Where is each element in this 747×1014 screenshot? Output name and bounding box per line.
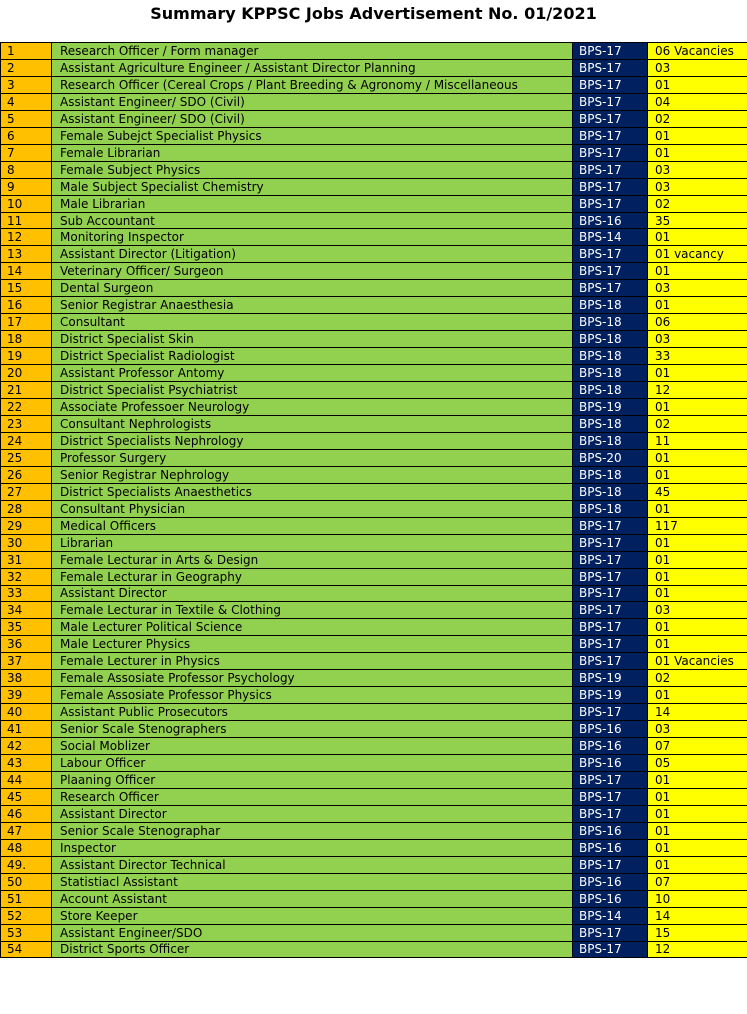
vacancy-count: 01: [648, 127, 747, 144]
vacancy-count: 11: [648, 432, 747, 449]
bps-scale: BPS-17: [573, 517, 648, 534]
row-number: 50: [1, 873, 52, 890]
table-row: [1, 653, 747, 670]
row-number: 8: [1, 161, 52, 178]
job-title: Female Assosiate Professor Psychology: [52, 670, 573, 687]
table-row: [1, 93, 747, 110]
table-row: [1, 619, 747, 636]
row-number: 40: [1, 704, 52, 721]
row-number: 25: [1, 449, 52, 466]
bps-scale: BPS-18: [573, 415, 648, 432]
row-number: 21: [1, 382, 52, 399]
row-number: 28: [1, 500, 52, 517]
vacancy-count: 03: [648, 59, 747, 76]
vacancy-count: 01 Vacancies: [648, 653, 747, 670]
row-number: 20: [1, 365, 52, 382]
job-title: Male Subject Specialist Chemistry: [52, 178, 573, 195]
table-row: [1, 43, 747, 60]
job-title: Female Subject Physics: [52, 161, 573, 178]
bps-scale: BPS-18: [573, 297, 648, 314]
job-title: Senior Registrar Nephrology: [52, 466, 573, 483]
job-title: Inspector: [52, 839, 573, 856]
table-row: [1, 755, 747, 772]
job-title: Consultant: [52, 314, 573, 331]
table-row: [1, 738, 747, 755]
job-title: Assistant Agriculture Engineer / Assistant Director Planning: [52, 59, 573, 76]
row-number: 15: [1, 280, 52, 297]
table-row: [1, 449, 747, 466]
bps-scale: BPS-17: [573, 805, 648, 822]
row-number: 44: [1, 771, 52, 788]
vacancy-count: 03: [648, 178, 747, 195]
vacancy-count: 02: [648, 670, 747, 687]
vacancy-count: 01: [648, 263, 747, 280]
job-title: Female Librarian: [52, 144, 573, 161]
job-title: Medical Officers: [52, 517, 573, 534]
bps-scale: BPS-17: [573, 110, 648, 127]
vacancy-count: 45: [648, 483, 747, 500]
job-title: Statistiacl Assistant: [52, 873, 573, 890]
row-number: 51: [1, 890, 52, 907]
row-number: 38: [1, 670, 52, 687]
vacancy-count: 07: [648, 738, 747, 755]
table-row: [1, 144, 747, 161]
row-number: 34: [1, 602, 52, 619]
bps-scale: BPS-17: [573, 93, 648, 110]
job-title: Librarian: [52, 534, 573, 551]
job-title: Female Lecturar in Arts & Design: [52, 551, 573, 568]
vacancy-count: 01: [648, 805, 747, 822]
bps-scale: BPS-17: [573, 704, 648, 721]
table-row: [1, 76, 747, 93]
vacancy-count: 01: [648, 585, 747, 602]
row-number: 41: [1, 721, 52, 738]
vacancy-count: 03: [648, 280, 747, 297]
vacancy-count: 01: [648, 619, 747, 636]
job-title: Store Keeper: [52, 907, 573, 924]
job-title: Social Moblizer: [52, 738, 573, 755]
table-row: [1, 687, 747, 704]
row-number: 9: [1, 178, 52, 195]
row-number: 4: [1, 93, 52, 110]
bps-scale: BPS-17: [573, 788, 648, 805]
bps-scale: BPS-17: [573, 144, 648, 161]
bps-scale: BPS-17: [573, 568, 648, 585]
bps-scale: BPS-17: [573, 551, 648, 568]
row-number: 36: [1, 636, 52, 653]
bps-scale: BPS-17: [573, 263, 648, 280]
table-row: [1, 466, 747, 483]
table-row: [1, 483, 747, 500]
jobs-table-body: [1, 43, 747, 958]
table-row: [1, 246, 747, 263]
row-number: 5: [1, 110, 52, 127]
table-row: [1, 432, 747, 449]
bps-scale: BPS-18: [573, 483, 648, 500]
row-number: 6: [1, 127, 52, 144]
table-row: [1, 517, 747, 534]
table-row: [1, 382, 747, 399]
row-number: 46: [1, 805, 52, 822]
bps-scale: BPS-16: [573, 738, 648, 755]
job-title: District Specialist Psychiatrist: [52, 382, 573, 399]
row-number: 10: [1, 195, 52, 212]
vacancy-count: 01: [648, 500, 747, 517]
vacancy-count: 15: [648, 924, 747, 941]
vacancy-count: 03: [648, 602, 747, 619]
job-title: Dental Surgeon: [52, 280, 573, 297]
vacancy-count: 117: [648, 517, 747, 534]
job-title: Assistant Public Prosecutors: [52, 704, 573, 721]
bps-scale: BPS-17: [573, 59, 648, 76]
job-title: Associate Professoer Neurology: [52, 399, 573, 416]
row-number: 19: [1, 348, 52, 365]
bps-scale: BPS-16: [573, 822, 648, 839]
table-row: [1, 161, 747, 178]
table-row: [1, 839, 747, 856]
vacancy-count: 02: [648, 415, 747, 432]
job-title: Professor Surgery: [52, 449, 573, 466]
vacancy-count: 06 Vacancies: [648, 43, 747, 60]
table-row: [1, 195, 747, 212]
vacancy-count: 02: [648, 195, 747, 212]
table-row: [1, 890, 747, 907]
bps-scale: BPS-17: [573, 602, 648, 619]
row-number: 17: [1, 314, 52, 331]
row-number: 13: [1, 246, 52, 263]
table-row: [1, 907, 747, 924]
job-title: District Specialists Anaesthetics: [52, 483, 573, 500]
table-row: [1, 602, 747, 619]
job-title: Account Assistant: [52, 890, 573, 907]
row-number: 35: [1, 619, 52, 636]
table-row: [1, 670, 747, 687]
vacancy-count: 10: [648, 890, 747, 907]
bps-scale: BPS-14: [573, 229, 648, 246]
table-row: [1, 534, 747, 551]
table-row: [1, 297, 747, 314]
vacancy-count: 01: [648, 449, 747, 466]
row-number: 23: [1, 415, 52, 432]
bps-scale: BPS-17: [573, 924, 648, 941]
row-number: 26: [1, 466, 52, 483]
vacancy-count: 06: [648, 314, 747, 331]
bps-scale: BPS-17: [573, 653, 648, 670]
row-number: 16: [1, 297, 52, 314]
row-number: 11: [1, 212, 52, 229]
job-title: Labour Officer: [52, 755, 573, 772]
job-title: Assistant Engineer/ SDO (Civil): [52, 110, 573, 127]
vacancy-count: 01: [648, 856, 747, 873]
vacancy-count: 02: [648, 110, 747, 127]
vacancy-count: 05: [648, 755, 747, 772]
row-number: 47: [1, 822, 52, 839]
bps-scale: BPS-14: [573, 907, 648, 924]
row-number: 37: [1, 653, 52, 670]
row-number: 30: [1, 534, 52, 551]
jobs-table: [0, 42, 747, 958]
row-number: 18: [1, 331, 52, 348]
vacancy-count: 33: [648, 348, 747, 365]
job-title: Male Lecturer Physics: [52, 636, 573, 653]
vacancy-count: 12: [648, 382, 747, 399]
row-number: 14: [1, 263, 52, 280]
job-title: Female Subejct Specialist Physics: [52, 127, 573, 144]
job-title: Assistant Professor Antomy: [52, 365, 573, 382]
page-title: Summary KPPSC Jobs Advertisement No. 01/2021: [150, 4, 597, 23]
bps-scale: BPS-17: [573, 43, 648, 60]
table-row: [1, 500, 747, 517]
vacancy-count: 01: [648, 399, 747, 416]
vacancy-count: 01: [648, 687, 747, 704]
bps-scale: BPS-17: [573, 161, 648, 178]
table-row: [1, 822, 747, 839]
job-title: Senior Scale Stenographar: [52, 822, 573, 839]
table-row: [1, 568, 747, 585]
table-row: [1, 331, 747, 348]
table-row: [1, 263, 747, 280]
vacancy-count: 01: [648, 297, 747, 314]
vacancy-count: 04: [648, 93, 747, 110]
bps-scale: BPS-20: [573, 449, 648, 466]
table-row: [1, 856, 747, 873]
table-row: [1, 399, 747, 416]
table-row: [1, 348, 747, 365]
vacancy-count: 01: [648, 788, 747, 805]
job-title: Senior Scale Stenographers: [52, 721, 573, 738]
vacancy-count: 03: [648, 331, 747, 348]
bps-scale: BPS-17: [573, 856, 648, 873]
row-number: 3: [1, 76, 52, 93]
bps-scale: BPS-16: [573, 721, 648, 738]
row-number: 29: [1, 517, 52, 534]
job-title: Assistant Director: [52, 585, 573, 602]
vacancy-count: 14: [648, 907, 747, 924]
bps-scale: BPS-17: [573, 619, 648, 636]
bps-scale: BPS-17: [573, 76, 648, 93]
job-title: Senior Registrar Anaesthesia: [52, 297, 573, 314]
row-number: 22: [1, 399, 52, 416]
row-number: 43: [1, 755, 52, 772]
table-row: [1, 873, 747, 890]
vacancy-count: 01: [648, 76, 747, 93]
bps-scale: BPS-19: [573, 399, 648, 416]
job-title: District Specialist Radiologist: [52, 348, 573, 365]
job-title: Assistant Director: [52, 805, 573, 822]
table-row: [1, 365, 747, 382]
row-number: 48: [1, 839, 52, 856]
bps-scale: BPS-18: [573, 466, 648, 483]
vacancy-count: 01: [648, 636, 747, 653]
row-number: 31: [1, 551, 52, 568]
table-row: [1, 229, 747, 246]
bps-scale: BPS-19: [573, 670, 648, 687]
row-number: 39: [1, 687, 52, 704]
table-row: [1, 704, 747, 721]
bps-scale: BPS-17: [573, 127, 648, 144]
vacancy-count: 01: [648, 568, 747, 585]
row-number: 49.: [1, 856, 52, 873]
job-title: Male Lecturer Political Science: [52, 619, 573, 636]
row-number: 24: [1, 432, 52, 449]
bps-scale: BPS-16: [573, 839, 648, 856]
job-title: Consultant Physician: [52, 500, 573, 517]
job-title: Sub Accountant: [52, 212, 573, 229]
vacancy-count: 01: [648, 534, 747, 551]
job-title: Female Lecturar in Textile & Clothing: [52, 602, 573, 619]
vacancy-count: 01: [648, 822, 747, 839]
bps-scale: BPS-16: [573, 890, 648, 907]
vacancy-count: 03: [648, 161, 747, 178]
vacancy-count: 03: [648, 721, 747, 738]
job-title: Plaaning Officer: [52, 771, 573, 788]
bps-scale: BPS-18: [573, 331, 648, 348]
bps-scale: BPS-18: [573, 365, 648, 382]
row-number: 7: [1, 144, 52, 161]
vacancy-count: 35: [648, 212, 747, 229]
bps-scale: BPS-17: [573, 941, 648, 958]
job-title: Assistant Director (Litigation): [52, 246, 573, 263]
table-row: [1, 314, 747, 331]
table-row: [1, 924, 747, 941]
bps-scale: BPS-17: [573, 280, 648, 297]
bps-scale: BPS-17: [573, 178, 648, 195]
bps-scale: BPS-17: [573, 534, 648, 551]
vacancy-count: 01: [648, 551, 747, 568]
job-title: Consultant Nephrologists: [52, 415, 573, 432]
bps-scale: BPS-17: [573, 636, 648, 653]
table-row: [1, 127, 747, 144]
job-title: Female Assosiate Professor Physics: [52, 687, 573, 704]
bps-scale: BPS-17: [573, 585, 648, 602]
table-row: [1, 415, 747, 432]
bps-scale: BPS-18: [573, 382, 648, 399]
row-number: 2: [1, 59, 52, 76]
vacancy-count: 01: [648, 466, 747, 483]
table-row: [1, 941, 747, 958]
bps-scale: BPS-17: [573, 195, 648, 212]
table-row: [1, 59, 747, 76]
bps-scale: BPS-18: [573, 348, 648, 365]
vacancy-count: 01: [648, 771, 747, 788]
table-row: [1, 636, 747, 653]
job-title: Female Lecturer in Physics: [52, 653, 573, 670]
bps-scale: BPS-16: [573, 873, 648, 890]
table-row: [1, 805, 747, 822]
vacancy-count: 07: [648, 873, 747, 890]
bps-scale: BPS-16: [573, 755, 648, 772]
table-row: [1, 110, 747, 127]
table-row: [1, 178, 747, 195]
bps-scale: BPS-18: [573, 314, 648, 331]
table-row: [1, 551, 747, 568]
job-title: Female Lecturar in Geography: [52, 568, 573, 585]
job-title: Monitoring Inspector: [52, 229, 573, 246]
job-title: Assistant Engineer/SDO: [52, 924, 573, 941]
vacancy-count: 01: [648, 144, 747, 161]
row-number: 54: [1, 941, 52, 958]
row-number: 32: [1, 568, 52, 585]
row-number: 33: [1, 585, 52, 602]
job-title: District Sports Officer: [52, 941, 573, 958]
table-row: [1, 788, 747, 805]
bps-scale: BPS-17: [573, 771, 648, 788]
table-row: [1, 212, 747, 229]
table-row: [1, 280, 747, 297]
table-row: [1, 771, 747, 788]
vacancy-count: 01: [648, 365, 747, 382]
vacancy-count: 01: [648, 839, 747, 856]
row-number: 1: [1, 43, 52, 60]
job-title: Assistant Engineer/ SDO (Civil): [52, 93, 573, 110]
bps-scale: BPS-17: [573, 246, 648, 263]
job-title: Veterinary Officer/ Surgeon: [52, 263, 573, 280]
vacancy-count: 01: [648, 229, 747, 246]
vacancy-count: 12: [648, 941, 747, 958]
job-title: Research Officer / Form manager: [52, 43, 573, 60]
row-number: 45: [1, 788, 52, 805]
row-number: 42: [1, 738, 52, 755]
row-number: 52: [1, 907, 52, 924]
table-row: [1, 721, 747, 738]
job-title: Male Librarian: [52, 195, 573, 212]
row-number: 12: [1, 229, 52, 246]
job-title: Research Officer (Cereal Crops / Plant Breeding & Agronomy / Miscellaneous: [52, 76, 573, 93]
job-title: District Specialist Skin: [52, 331, 573, 348]
job-title: Assistant Director Technical: [52, 856, 573, 873]
table-row: [1, 585, 747, 602]
row-number: 53: [1, 924, 52, 941]
vacancy-count: 01 vacancy: [648, 246, 747, 263]
row-number: 27: [1, 483, 52, 500]
bps-scale: BPS-18: [573, 432, 648, 449]
bps-scale: BPS-18: [573, 500, 648, 517]
job-title: Research Officer: [52, 788, 573, 805]
bps-scale: BPS-19: [573, 687, 648, 704]
bps-scale: BPS-16: [573, 212, 648, 229]
vacancy-count: 14: [648, 704, 747, 721]
job-title: District Specialists Nephrology: [52, 432, 573, 449]
